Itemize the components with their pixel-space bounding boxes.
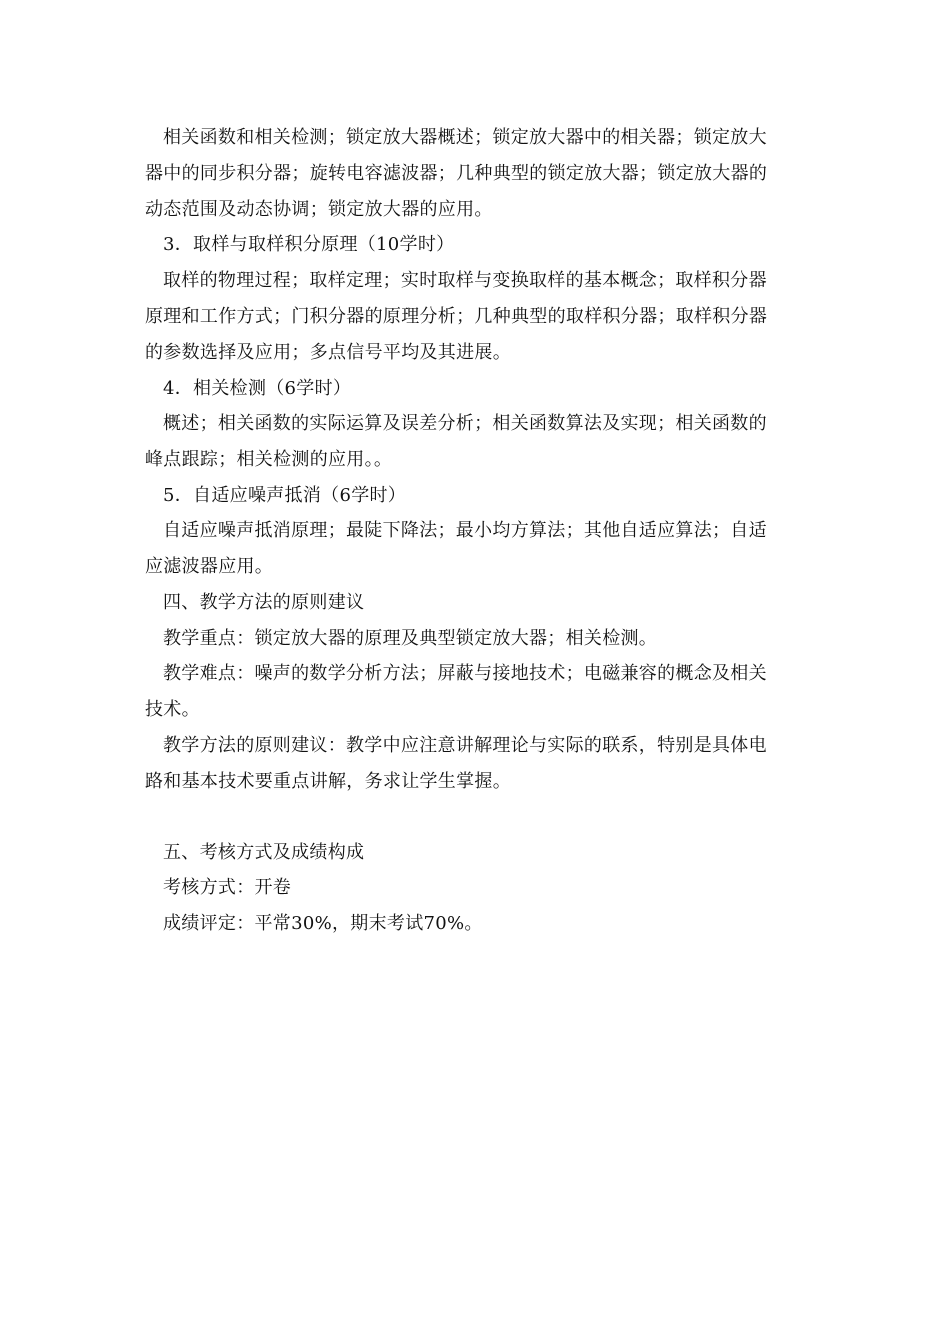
text-line: 教学难点：噪声的数学分析方法；屏蔽与接地技术；电磁兼容的概念及相关: [163, 663, 767, 684]
text-line: 应滤波器应用。: [145, 556, 274, 577]
text-line: 教学方法的原则建议：教学中应注意讲解理论与实际的联系，特别是具体电: [163, 735, 767, 756]
text-line: 成绩评定：平常30%，期末考试70%。: [163, 913, 483, 934]
section-heading: 五、考核方式及成绩构成: [163, 842, 365, 863]
text-line: 路和基本技术要重点讲解，务求让学生掌握。: [145, 771, 511, 792]
text-line: 取样的物理过程；取样定理；实时取样与变换取样的基本概念；取样积分器: [163, 270, 767, 291]
section-heading: 4．相关检测（6学时）: [163, 378, 352, 399]
text-line: 原理和工作方式；门积分器的原理分析；几种典型的取样积分器；取样积分器: [145, 306, 768, 327]
text-line: 相关函数和相关检测；锁定放大器概述；锁定放大器中的相关器；锁定放大: [163, 127, 767, 148]
text-line: 教学重点：锁定放大器的原理及典型锁定放大器；相关检测。: [163, 628, 658, 649]
text-line: 自适应噪声抵消原理；最陡下降法；最小均方算法；其他自适应算法；自适: [163, 520, 767, 541]
text-line: 概述；相关函数的实际运算及误差分析；相关函数算法及实现；相关函数的: [163, 413, 767, 434]
text-line: 动态范围及动态协调；锁定放大器的应用。: [145, 199, 493, 220]
section-heading: 四、教学方法的原则建议: [163, 592, 365, 613]
text-line: 峰点跟踪；相关检测的应用。。: [145, 449, 393, 470]
text-line: 技术。: [145, 699, 200, 720]
text-line: 器中的同步积分器；旋转电容滤波器；几种典型的锁定放大器；锁定放大器的: [145, 163, 768, 184]
text-line: 的参数选择及应用；多点信号平均及其进展。: [145, 342, 511, 363]
text-line: 考核方式：开卷: [163, 877, 292, 898]
section-heading: 5．自适应噪声抵消（6学时）: [163, 485, 407, 506]
section-heading: 3．取样与取样积分原理（10学时）: [163, 234, 455, 255]
